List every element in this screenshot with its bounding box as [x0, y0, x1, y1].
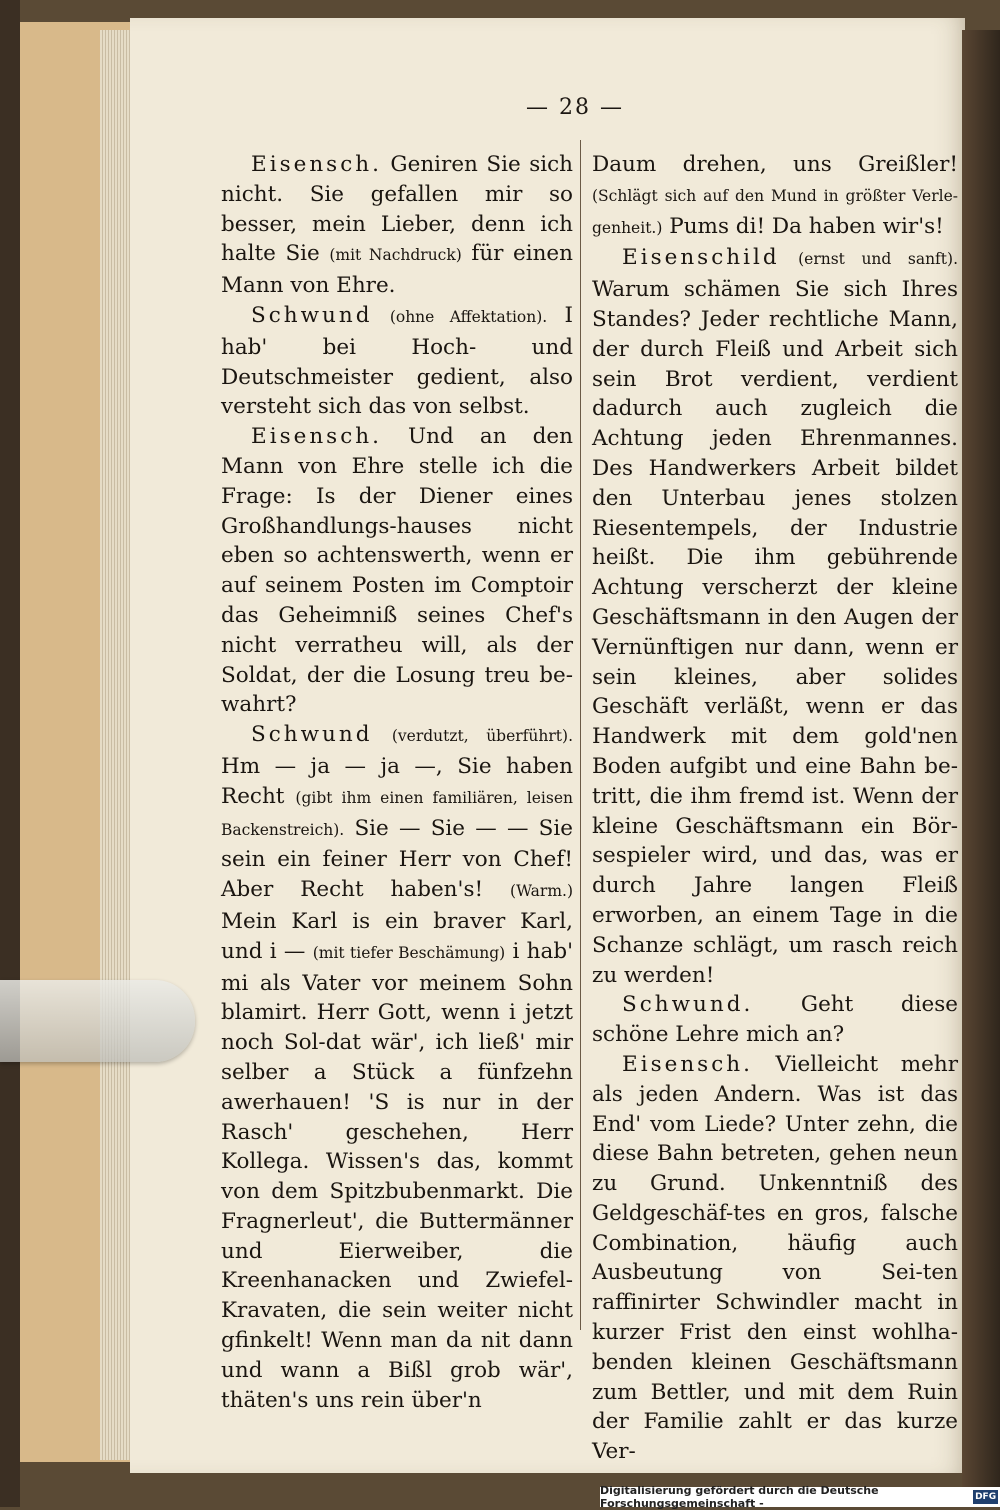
dialogue-text: I hab' bei Hoch- und Deutschmeister gedient, also versteht sich das von selbst.	[221, 302, 573, 420]
dialogue-text	[372, 722, 391, 747]
speaker-name: Eisensch.	[622, 1051, 753, 1077]
dialogue-text: Und an den Mann von Ehre stelle ich die Frage: Is der Diener eines Großhandlungs-hauses nicht eben so achtenswerth, wenn er auf seinem Posten im Comptoir das Geheimniß seines Chef's nicht verratheu will, als der Soldat, der die Losung treu be-wahrt?	[221, 424, 573, 718]
dialogue-text: für einen Mann von Ehre.	[221, 241, 573, 299]
dfg-logo: DFG	[975, 1492, 997, 1502]
paragraph	[221, 422, 573, 720]
dialogue-text: Vielleicht mehr als jeden Andern. Was ist das End' vom Liede? Unter zehn, die diese Bahn betreten, gehen neun zu Grund. Unkenntniß des Geldgeschäf-tes en gros, falsche Combination, häufig auch Ausbeutung von Sei-ten raffinirter Schwindler macht in kurzer Frist den einst wohlha-benden kleinen Geschäftsmann zum Bettler, und mit dem Ruin der Familie zahlt er das kurze Ver-	[592, 1051, 958, 1465]
page-number: — 28 —	[526, 95, 624, 120]
paragraph	[592, 1050, 958, 1467]
text-column-right	[592, 150, 958, 1467]
speaker-name: Eisensch.	[251, 424, 382, 450]
dialogue-text: Geht diese schöne Lehre mich an?	[592, 992, 958, 1048]
dialogue-text: Pums di! Da haben wir's!	[662, 213, 944, 239]
speaker-name: Eisensch.	[251, 152, 382, 177]
paragraph	[221, 150, 573, 301]
credit-text: Digitalisierung gefördert durch die Deutsche Forschungsgemeinschaft -	[600, 1484, 879, 1510]
dialogue-text: Daum drehen, uns Greißler!	[592, 152, 958, 177]
speaker-name: Schwund	[251, 302, 373, 328]
scan-background	[0, 0, 20, 1507]
text-column-left	[221, 150, 573, 1415]
stage-direction: (ohne Affektation).	[389, 307, 548, 326]
paragraph	[592, 990, 958, 1050]
dialogue-text	[372, 303, 389, 328]
dialogue-text	[780, 245, 798, 270]
stage-direction: (Schlägt sich auf den Mund in größter Verle-genheit.)	[592, 186, 958, 237]
speaker-name: Eisenschild	[622, 245, 780, 271]
paragraph	[592, 150, 958, 243]
digitization-credit	[600, 1484, 1000, 1510]
paragraph	[221, 720, 573, 1415]
paragraph	[592, 243, 958, 990]
book-gutter-shadow	[962, 30, 1000, 1500]
speaker-name: Schwund.	[622, 992, 754, 1018]
page-stack-edge	[100, 30, 130, 1460]
stage-direction: (gibt ihm einen familiären, leisen Backenstreich).	[221, 788, 573, 839]
speaker-name: Schwund	[251, 722, 373, 748]
stage-direction: (verdutzt, überführt).	[391, 727, 573, 746]
dialogue-text: Geniren Sie sich nicht. Sie gefallen mir so besser, mein Lieber, denn ich halte Sie	[221, 152, 573, 267]
stage-direction: (ernst und sanft).	[798, 250, 958, 269]
dialogue-text: i hab' mi als Vater vor meinem Sohn blamirt. Herr Gott, wenn i jetzt noch Sol-dat wär', ich ließ' mir selber a Stück a fünfzehn awerhauen! 'S is nur in der Rasch' geschehen, Herr Kollega. Wissen's das, kommt von dem Spitzbubenmarkt. Die Fragnerleut', die Buttermänner und Eierweiber, die Kreenhanacken und Zwiefel-Kravaten, die sein weiter nicht gfinkelt! Wenn man da nit dann und wann a Bißl grob wär', thäten's uns rein über'n	[221, 938, 573, 1413]
stage-direction: (mit tiefer Beschämung)	[312, 943, 506, 962]
paragraph	[221, 301, 573, 422]
dialogue-text: Hm — ja — ja —, Sie haben Recht	[221, 753, 573, 809]
bookmark-tab	[0, 980, 195, 1062]
stage-direction: (Warm.)	[510, 882, 573, 901]
column-divider	[580, 140, 581, 1330]
dialogue-text: Warum schämen Sie sich Ihres Standes? Jeder rechtliche Mann, der durch Fleiß und Arbeit sich sein Brot verdient, verdient dadurch auch zugleich die Achtung jeden Ehrenmannes. Des Handwerkers Arbeit bildet den Unterbau jenes stolzen Riesentempels, der Industrie heißt. Die ihm gebührende Achtung verscherzt der kleine Geschäftsmann in den Augen der Vernünftigen nur dann, wenn er sein kleines, aber solides Geschäft verläßt, wenn er das Handwerk mit dem gold'nen Boden aufgibt und eine Bahn be-tritt, die ihm fremd ist. Wenn der kleine Geschäftsmann ein Bör-sespieler wird, und das, was er durch Jahre langen Fleiß erworben, an einem Tage in die Schanze schlägt, um rasch reich zu werden!	[592, 277, 958, 988]
dialogue-text: Mein Karl is ein braver Karl, und i —	[221, 908, 573, 964]
stage-direction: (mit Nachdruck)	[329, 246, 462, 265]
dialogue-text: Sie — Sie — — Sie sein ein feiner Herr von Chef! Aber Recht haben's!	[221, 815, 573, 903]
